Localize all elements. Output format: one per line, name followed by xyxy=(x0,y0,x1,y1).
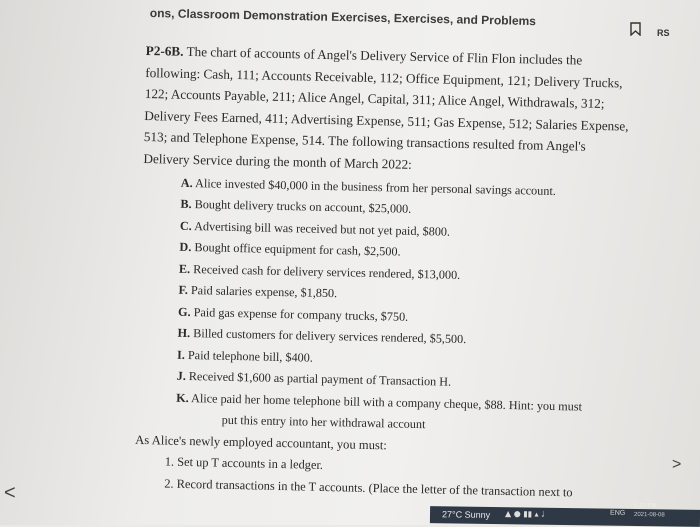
problem-id: P2-6B. xyxy=(145,42,184,59)
tray-icons[interactable]: ▲ ● ▮▮ ▴ ♩ xyxy=(504,509,545,519)
transaction-j: J. Received $1,600 as partial payment of Transaction H. xyxy=(176,368,452,389)
task-item: 1. Set up T accounts in a ledger. xyxy=(164,454,324,472)
transaction-h: H. Billed customers for delivery services rendered, $5,500. xyxy=(177,325,467,347)
transaction-a: A. Alice invested $40,000 in the business from her personal savings account. xyxy=(180,175,557,198)
windows-taskbar xyxy=(430,502,700,527)
task-list xyxy=(136,449,627,504)
role-line: As Alice's newly employed accountant, you must: xyxy=(135,432,388,452)
transaction-k-continuation: put this entry into her withdrawal account xyxy=(221,412,426,432)
transaction-d: D. Bought office equipment for cash, $2,500. xyxy=(179,239,401,259)
transaction-list xyxy=(138,172,634,441)
problem-intro xyxy=(143,40,636,180)
language-indicator[interactable]: ENG xyxy=(610,509,626,517)
transaction-k: K. Alice paid her home telephone bill with a company cheque, $88. Hint: you must xyxy=(176,390,583,414)
transaction-c: C. Advertising bill was received but not yet paid, $800. xyxy=(179,218,451,239)
prev-page-button[interactable]: < xyxy=(4,482,16,504)
bookmark-icon[interactable] xyxy=(630,22,641,36)
transaction-f: F. Paid salaries expense, $1,850. xyxy=(178,282,338,301)
transaction-i: I. Paid telephone bill, $400. xyxy=(176,347,314,365)
user-initials[interactable]: RS xyxy=(657,28,670,38)
section-header: ons, Classroom Demonstration Exercises, Exercises, and Problems xyxy=(149,6,537,29)
transaction-g: G. Paid gas expense for company trucks, $750. xyxy=(177,304,409,324)
problem-content xyxy=(136,40,636,504)
clock-time[interactable]: 6:27 PM xyxy=(634,502,657,510)
task-item: 2. Record transactions in the T accounts. (Place the letter of the transaction next to xyxy=(164,476,573,499)
problem-intro-text: The chart of accounts of Angel's Delivery Service of Flin Flon includes the following: Cash, 111; Accounts Receivable, 112; Office Equipment, 121; Delivery Trucks, 122; Accounts Payable, 211; Alice Angel, Capital, 311; Alice Angel, Withdrawals, 312; Delivery Fees Earned, 411; Advertising Expense, 511; Gas Expense, 512; Salaries Expense, 513; and Telephone Expense, 514. The following transactions resulted from Angel's Delivery Service during the month of March 2022: xyxy=(143,43,629,172)
transaction-b: B. Bought delivery trucks on account, $25,000. xyxy=(180,196,412,216)
next-page-button[interactable]: > xyxy=(672,456,682,473)
clock-date[interactable]: 2021-08-08 xyxy=(633,511,665,519)
weather-widget[interactable]: 27°C Sunny xyxy=(441,509,491,520)
transaction-e: E. Received cash for delivery services rendered, $13,000. xyxy=(178,261,461,282)
